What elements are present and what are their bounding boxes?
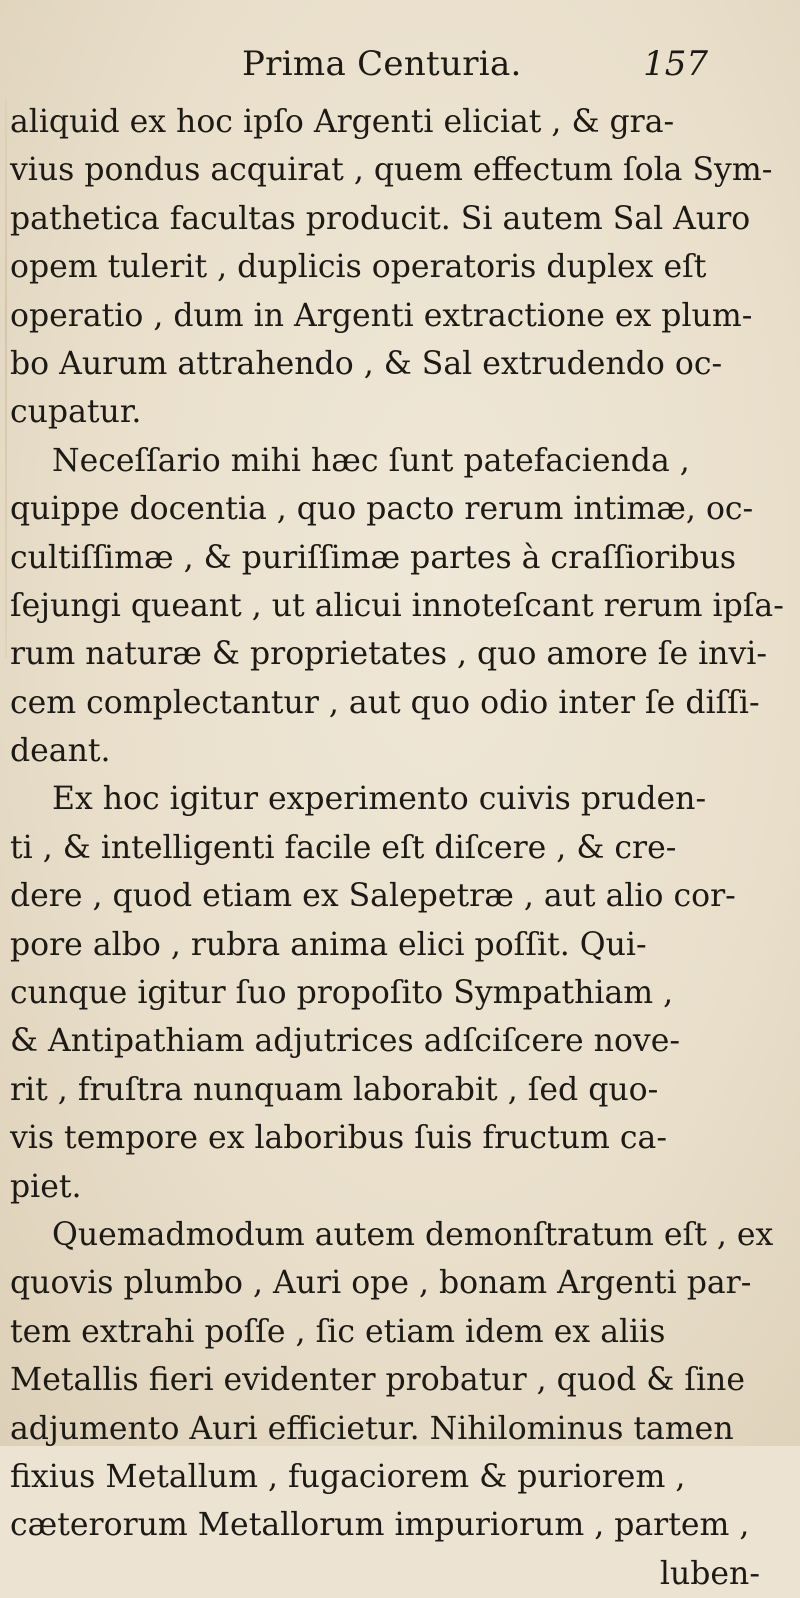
text-line: ti , & intelligenti facile eſt diſcere , & cre- (10, 829, 677, 866)
text-line: cultiſſimæ , & puriſſimæ partes à craſſioribus (10, 539, 737, 576)
text-line: fixius Metallum , fugaciorem & puriorem , (10, 1458, 686, 1495)
text-line: tem extrahi poſſe , ſic etiam idem ex aliis (10, 1313, 666, 1350)
text-line: aliquid ex hoc ipſo Argenti eliciat , & gra- (10, 104, 675, 140)
text-line: & Antipathiam adjutrices adſciſcere nove- (10, 1023, 681, 1060)
text-line: Ex hoc igitur experimento cuivis pruden- (52, 781, 707, 818)
text-line: vius pondus acquirat , quem effectum ſola Sym- (10, 152, 773, 189)
text-line: quippe docentia , quo pacto rerum intimæ, oc- (10, 491, 754, 528)
text-line: deant. (10, 733, 111, 770)
text-line: rit , fruſtra nunquam laborabit , ſed quo- (10, 1071, 659, 1108)
running-head: Prima Centuria. (242, 44, 522, 84)
text-line: bo Aurum attrahendo , & Sal extrudendo oc- (10, 345, 723, 382)
text-line: dere , quod etiam ex Salepetræ , aut alio cor- (10, 878, 736, 915)
text-line: rum naturæ & proprietates , quo amore ſe invi- (10, 636, 767, 673)
text-line: piet. (10, 1168, 82, 1205)
text-line: pathetica facultas producit. Si autem Sal Auro (10, 200, 751, 237)
text-line: quovis plumbo , Auri ope , bonam Argenti par- (10, 1265, 752, 1302)
page-gutter-shadow (5, 98, 7, 658)
text-line: opem tulerit , duplicis operatoris duplex eſt (10, 249, 707, 286)
text-line: operatio , dum in Argenti extractione ex plum- (10, 297, 753, 334)
text-line: cem complectantur , aut quo odio inter ſe diſſi- (10, 684, 760, 721)
page-number: 157 (643, 44, 708, 84)
text-line: ſejungi queant , ut alicui innoteſcant rerum ipſa- (10, 587, 784, 624)
catchword: luben- (659, 1555, 760, 1592)
text-line: Metallis fieri evidenter probatur , quod & ſine (10, 1362, 745, 1399)
text-line: adjumento Auri efficietur. Nihilominus tamen (10, 1410, 734, 1447)
page-header (0, 44, 800, 100)
text-line: Neceſſario mihi hæc ſunt patefacienda , (52, 442, 690, 479)
text-line: cunque igitur ſuo propoſito Sympathiam , (10, 975, 674, 1012)
text-line: cupatur. (10, 394, 142, 431)
text-line: vis tempore ex laboribus ſuis fructum ca- (10, 1120, 667, 1157)
text-line: pore albo , rubra anima elici poſſit. Qui- (10, 926, 647, 963)
body-text (10, 98, 790, 1598)
text-line: Quemadmodum autem demonſtratum eſt , ex (52, 1216, 774, 1253)
text-line: cæterorum Metallorum impuriorum , partem , (10, 1507, 750, 1544)
